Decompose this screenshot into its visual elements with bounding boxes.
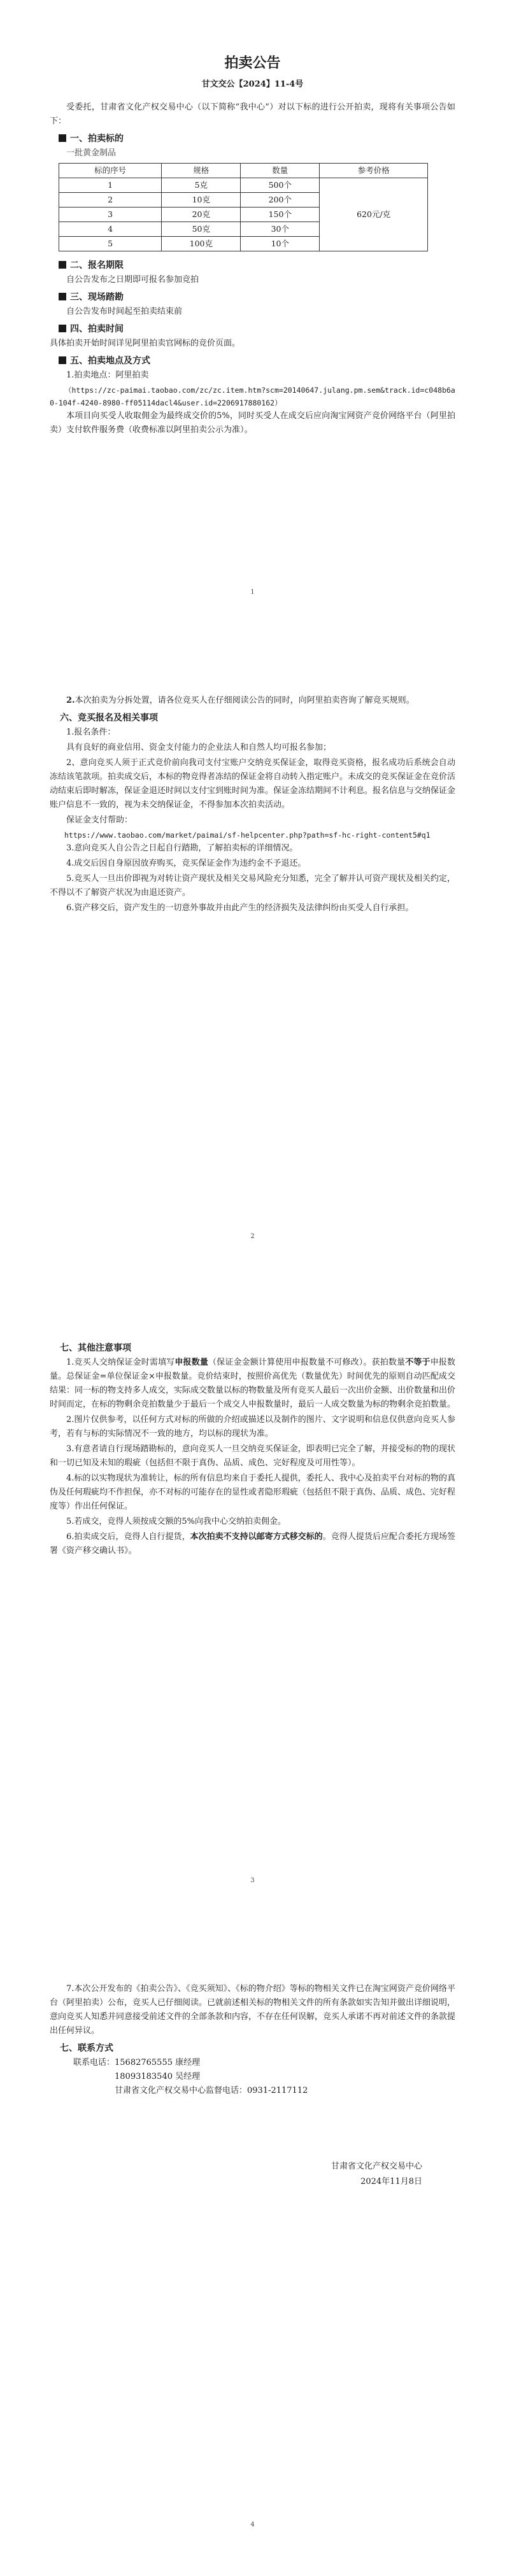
page-number: 2	[250, 1233, 255, 1240]
contact-phone-1: 15682765555 康经理	[115, 2058, 201, 2067]
table-cell: 30个	[241, 222, 320, 237]
inspection-paragraph: 3.意向竞买人自公告之日起自行踏勘，了解拍卖标的详细情况。	[66, 843, 298, 853]
section-heading-3: 三、现场踏勘	[50, 290, 455, 305]
table-cell: 2	[59, 193, 162, 208]
col-header: 标的序号	[59, 164, 162, 178]
supervision-phone: 甘肃省文化产权交易中心监督电话：0931-2117112	[115, 2086, 308, 2095]
contact-row	[66, 2070, 455, 2084]
quantity-rule-paragraph: 1.竞买人交纳保证金时需填写申报数量（保证金金额计算使用申报数量不可修改）。获拍数量不等于申报数量。总保证金=单位保证金×申报数量。竞价结束时，按照价高优先（数量优先）时间优先的原则自动匹配成交结果：同一标的物支持多人成交，实际成交数量以标的物数量及所有竞买人最后一次出价金额、出价数量和出价时间而定，在标的物剩余竞拍数量少于最后一个成交人申报数量时，最后一人成交数量为标的物剩余竞拍数量。	[50, 1358, 456, 1409]
auction-location: 1.拍卖地点：阿里拍卖	[66, 370, 149, 380]
page-2	[0, 644, 505, 1281]
table-cell: 20克	[162, 208, 241, 222]
intro-paragraph: 受委托，甘肃省文化产权交易中心（以下简称“我中心”）对以下标的进行公开拍卖，现将有关事项公告如下：	[50, 102, 455, 126]
contact-block	[66, 2056, 455, 2098]
square-bullet-icon	[59, 134, 66, 142]
col-header: 参考价格	[320, 164, 428, 178]
contact-row	[66, 2084, 455, 2098]
square-bullet-icon	[59, 325, 66, 332]
table-cell: 100克	[162, 237, 241, 251]
commission-paragraph: 本项目向买受人收取佣金为最终成交价的5%，同时买受人在成交后应向淘宝网资产竞价网络平台（阿里拍卖）支付软件服务费（收费标准以阿里拍卖公示为准）。	[50, 411, 455, 435]
page-1	[0, 0, 505, 637]
page-4	[0, 1932, 505, 2569]
table-header-row	[59, 164, 428, 178]
table-cell: 5	[59, 237, 162, 251]
image-disclaimer-paragraph: 2.图片仅供参考，以任何方式对标的所做的介绍或描述以及制作的图片、文字说明和信息仅供意向竞买人参考，若有与标的实际情况不一致的地方，均以标的现状为准。	[50, 1415, 455, 1439]
lot-table	[59, 163, 428, 251]
section-heading-5: 五、拍卖地点及方式	[50, 353, 455, 369]
as-is-paragraph: 4.标的以实物现状为准转让，标的所有信息均来自于委托人提供，委托人、我中心及拍卖平台对标的物的真伪及任何瑕疵均不作担保，亦不对标的可能存在的显性或者隐形瑕疵（包括但不限于真伪、品质、成色、完好程度等）作出任何保证。	[50, 1474, 456, 1511]
page-number: 4	[250, 2521, 255, 2528]
page-number: 1	[250, 589, 255, 596]
section-4-body: 具体拍卖开始时间详见阿里拍卖官网标的竞价页面。	[50, 339, 241, 348]
square-bullet-icon	[59, 261, 66, 269]
table-cell: 3	[59, 208, 162, 222]
issuing-organization: 甘肃省文化产权交易中心	[331, 2162, 422, 2171]
section-heading-6: 六、竞买报名及相关事项	[60, 713, 158, 723]
table-cell: 1	[59, 178, 162, 193]
section-heading-1: 一、拍卖标的	[50, 131, 455, 146]
reference-price-cell: 620元/克	[320, 178, 428, 251]
contact-phone-2: 18093183540 吴经理	[115, 2072, 201, 2081]
table-cell: 200个	[241, 193, 320, 208]
default-paragraph: 4.成交后因自身原因放弃购买，竞买保证金作为违约金不予退还。	[66, 859, 306, 868]
auction-url-link[interactable]: （https://zc-paimai.taobao.com/zc/zc.item.htm?scm=20140647.julang.pm.sem&track.id=c048b6a0-104f-4240-8980-ff05114dacl4&user.id=2206917880162）	[50, 386, 455, 407]
section-heading-4: 四、拍卖时间	[50, 321, 455, 337]
lot-subtitle: 一批黄金制品	[66, 148, 117, 158]
section-heading-7: 七、其他注意事项	[60, 1343, 131, 1353]
section-heading-8: 七、联系方式	[60, 2043, 113, 2053]
square-bullet-icon	[59, 356, 66, 364]
signature-block	[50, 2159, 455, 2190]
section-2-body: 自公告发布之日期即可报名参加竞拍	[66, 275, 199, 285]
documents-paragraph: 7.本次公开发布的《拍卖公告》、《竞买须知》、《标的物介绍》等标的物相关文件已在淘宝网资产竞价网络平台（阿里拍卖）公布，竞买人已仔细阅读。已就前述相关标的物相关文件的所有条款如实告知并做出详细说明，意向竞买人知悉并同意接受前述文件的全部条款和内容，不存在任何误解，竞买人承诺不再对前述文件的条款提出任何异议。	[50, 1984, 456, 2036]
deposit-paragraph: 2、意向竞买人须于正式竞价前向我司支付宝账户交纳竞买保证金，取得竞买资格，报名成功后系统会自动冻结该笔款项。拍卖成交后，本标的物竞得者冻结的保证金将自动转入指定账户。未成交的竞买保证金在竞价活动结束后即时解冻，保证金退还时间以支付宝到账时间为准。保证金冻结期间不计利息。报名信息与交纳保证金账户信息不一致的，视为未交纳保证金，不得参加本次拍卖活动。	[50, 758, 456, 810]
on-site-paragraph: 3.有意者请自行现场踏勘标的，意向竞买人一旦交纳竞买保证金，即表明已完全了解，并接受标的物的现状和一切已知及未知的瑕疵（包括但不限于真伪、品质、成色、完好程度及可用性等）。	[50, 1444, 455, 1468]
page-3	[0, 1288, 505, 1925]
table-cell: 5克	[162, 178, 241, 193]
page-number: 3	[250, 1877, 255, 1884]
page-title: 拍卖公告	[224, 55, 281, 71]
col-header: 数量	[241, 164, 320, 178]
contact-label: 联系电话：	[73, 2058, 115, 2067]
table-cell: 10个	[241, 237, 320, 251]
section-heading-2: 二、报名期限	[50, 258, 455, 273]
risk-paragraph: 5.竞买人一旦出价即视为对转让资产现状及相关交易风险充分知悉，完全了解并认可资产现状及相关约定，不得以不了解资产状况为由退还资产。	[50, 874, 455, 897]
issue-date: 2024年11月8日	[360, 2177, 422, 2186]
table-cell: 4	[59, 222, 162, 237]
table-cell: 500个	[241, 178, 320, 193]
table-cell: 10克	[162, 193, 241, 208]
deposit-help-link[interactable]: https://www.taobao.com/market/paimai/sf-helpcenter.php?path=sf-hc-right-content5#q1	[64, 831, 430, 840]
commission-rate-paragraph: 5.若成交，竞得人须按成交额的5%向我中心交纳拍卖佣金。	[66, 1517, 287, 1526]
table-row	[59, 178, 428, 193]
deposit-help-label: 保证金支付帮助：	[66, 815, 133, 825]
document-number: 甘文交公【2024】11-4号	[201, 80, 304, 89]
split-disposal-paragraph: 2.本次拍卖为分拆处置，请各位竞买人在仔细阅读公告的同时，向阿里拍卖咨询了解竞买规则。	[66, 696, 415, 705]
registration-condition-body: 具有良好的商业信用、资金支付能力的企业法人和自然人均可报名参加；	[66, 743, 332, 752]
registration-condition-label: 1.报名条件：	[66, 728, 116, 737]
table-cell: 150个	[241, 208, 320, 222]
transfer-paragraph: 6.资产移交后，资产发生的一切意外事故并由此产生的经济损失及法律纠纷由买受人自行承担。	[66, 903, 414, 913]
col-header: 规格	[162, 164, 241, 178]
contact-row	[66, 2056, 455, 2070]
square-bullet-icon	[59, 293, 66, 300]
pickup-paragraph: 6.拍卖成交后，竞得人自行提货，本次拍卖不支持以邮寄方式移交标的。竞得人提货后应配合委托方现场签署《资产移交确认书》。	[50, 1532, 455, 1556]
section-3-body: 自公告发布时间起至拍卖结束前	[66, 307, 183, 316]
table-cell: 50克	[162, 222, 241, 237]
